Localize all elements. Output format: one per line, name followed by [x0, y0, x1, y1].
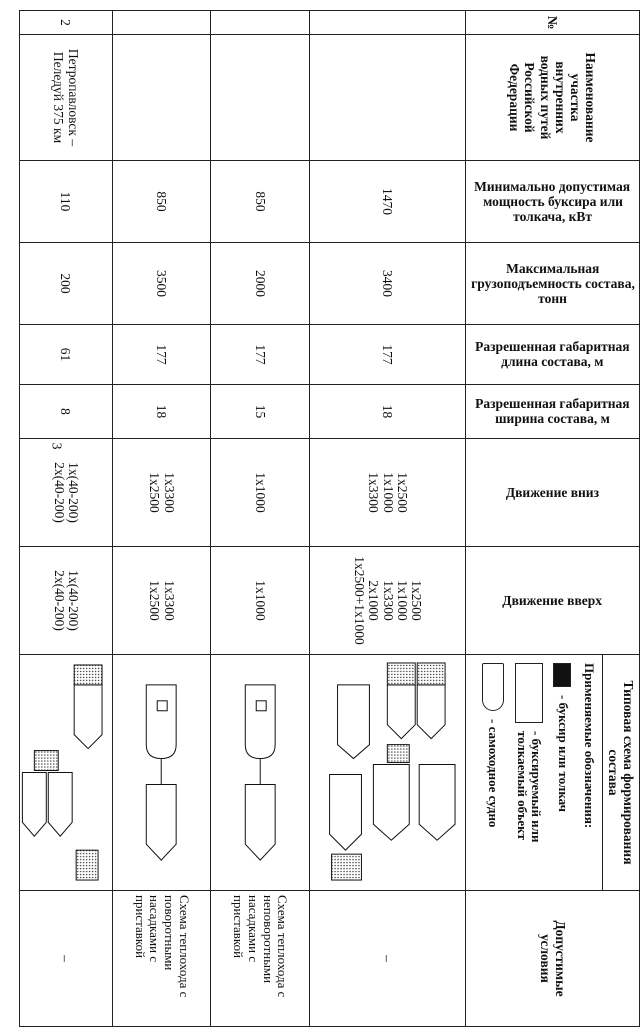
col-capacity-header-text: Максимальная грузоподъемность состава, тонн — [470, 260, 635, 307]
up-value: 1x1000 — [252, 580, 268, 621]
convoy-scheme-2-icon — [211, 655, 309, 890]
row-name: Петропавловск – Пеледуй 375 км — [20, 35, 113, 161]
row-power: 1470 — [309, 161, 465, 243]
col-width-header — [466, 385, 640, 439]
col-name-header: Наименование участка внутренних водных путей Российской Федерации — [466, 35, 640, 161]
rotated-document — [30, 10, 640, 998]
down-value: 1x1000 — [380, 472, 396, 513]
legend-towed: - буксируемый или толкаемый объект — [514, 731, 545, 843]
row-capacity: 3500 — [112, 243, 211, 325]
self-propelled-ship-icon — [482, 663, 504, 711]
row-condition: – — [20, 891, 113, 1027]
row-name — [309, 35, 465, 161]
row-power: 110 — [20, 161, 113, 243]
table-row — [309, 11, 465, 1027]
up-value: 1x1000 — [394, 580, 410, 621]
page-number: 3 — [48, 442, 64, 450]
tug-swatch-icon — [553, 663, 571, 687]
towed-swatch-icon — [515, 663, 543, 723]
scheme-diagram-row-1 — [309, 655, 465, 891]
table-row — [112, 11, 211, 1027]
up-value: 1x3300 — [380, 580, 396, 621]
col-up-header-text: Движение вверх — [502, 592, 603, 608]
up-value: 2x(40-200) — [51, 570, 67, 631]
row-name — [112, 35, 211, 161]
up-value: 1x3300 — [161, 580, 177, 621]
down-value: 1x(40-200) — [66, 462, 82, 523]
row-length: 61 — [20, 325, 113, 385]
row-down — [211, 439, 310, 547]
row-power: 850 — [211, 161, 310, 243]
row-down — [309, 439, 465, 547]
col-num-header: № — [466, 11, 640, 35]
row-up — [20, 547, 113, 655]
down-value: 2x(40-200) — [51, 462, 67, 523]
row-capacity: 2000 — [211, 243, 310, 325]
legend-title: Применяемые обозначения: — [581, 663, 597, 829]
table-row — [20, 11, 113, 1027]
scheme-diagram-row-3 — [112, 655, 211, 891]
row-down — [112, 439, 211, 547]
scheme-diagram-row-2 — [211, 655, 310, 891]
row-capacity: 3400 — [309, 243, 465, 325]
col-conditions-header: Допустимые условия — [466, 891, 640, 1027]
row-num — [112, 11, 211, 35]
legend-tug: - буксир или толкач — [555, 695, 571, 812]
convoy-scheme-1-icon — [310, 655, 465, 890]
down-value: 1x3300 — [161, 472, 177, 513]
row-num: 2 — [20, 11, 113, 35]
up-value: 1x2500 — [147, 580, 163, 621]
col-width-header-text: Разрешенная габаритная ширина состава, м — [475, 396, 630, 427]
row-length: 177 — [309, 325, 465, 385]
legend-self: - самоходное судно — [486, 719, 502, 828]
row-length: 177 — [112, 325, 211, 385]
convoy-table — [19, 10, 640, 1027]
row-num — [211, 11, 310, 35]
down-value: 1x1000 — [252, 472, 268, 513]
row-width: 8 — [20, 385, 113, 439]
convoy-scheme-4-icon — [20, 655, 112, 890]
row-width: 15 — [211, 385, 310, 439]
row-condition: Схема теплохода с поворотными насадками с приставкой — [112, 891, 211, 1027]
row-up — [112, 547, 211, 655]
down-value: 1x3300 — [366, 472, 382, 513]
convoy-scheme-3-icon — [113, 655, 211, 890]
scheme-diagram-row-4 — [20, 655, 113, 891]
col-power-header — [466, 161, 640, 243]
row-width: 18 — [112, 385, 211, 439]
header-row — [466, 11, 640, 1027]
down-value: 1x2500 — [147, 472, 163, 513]
row-length: 177 — [211, 325, 310, 385]
row-power: 850 — [112, 161, 211, 243]
scheme-legend-cell — [466, 655, 640, 891]
col-down-header-text: Движение вниз — [506, 484, 600, 500]
col-up-header — [466, 547, 640, 655]
up-value: 1x(40-200) — [66, 570, 82, 631]
row-up — [309, 547, 465, 655]
col-down-header — [466, 439, 640, 547]
col-power-header-text: Минимально допустимая мощность буксира или толкача, кВт — [474, 178, 631, 225]
row-condition: – — [309, 891, 465, 1027]
col-length-header — [466, 325, 640, 385]
row-up — [211, 547, 310, 655]
col-capacity-header — [466, 243, 640, 325]
table-row — [211, 11, 310, 1027]
row-name — [211, 35, 310, 161]
row-down — [20, 439, 113, 547]
col-length-header-text: Разрешенная габаритная длина состава, м — [475, 339, 630, 370]
row-condition: Схема теплохода с неповоротными насадками с приставкой — [211, 891, 310, 1027]
up-value: 1x2500 — [408, 580, 424, 621]
row-num — [309, 11, 465, 35]
up-value: 2x1000 — [366, 580, 382, 621]
row-capacity: 200 — [20, 243, 113, 325]
up-value: 1x2500+1x1000 — [352, 556, 368, 645]
scheme-header: Типовая схема формирования состава — [602, 655, 639, 890]
down-value: 1x2500 — [394, 472, 410, 513]
row-width: 18 — [309, 385, 465, 439]
